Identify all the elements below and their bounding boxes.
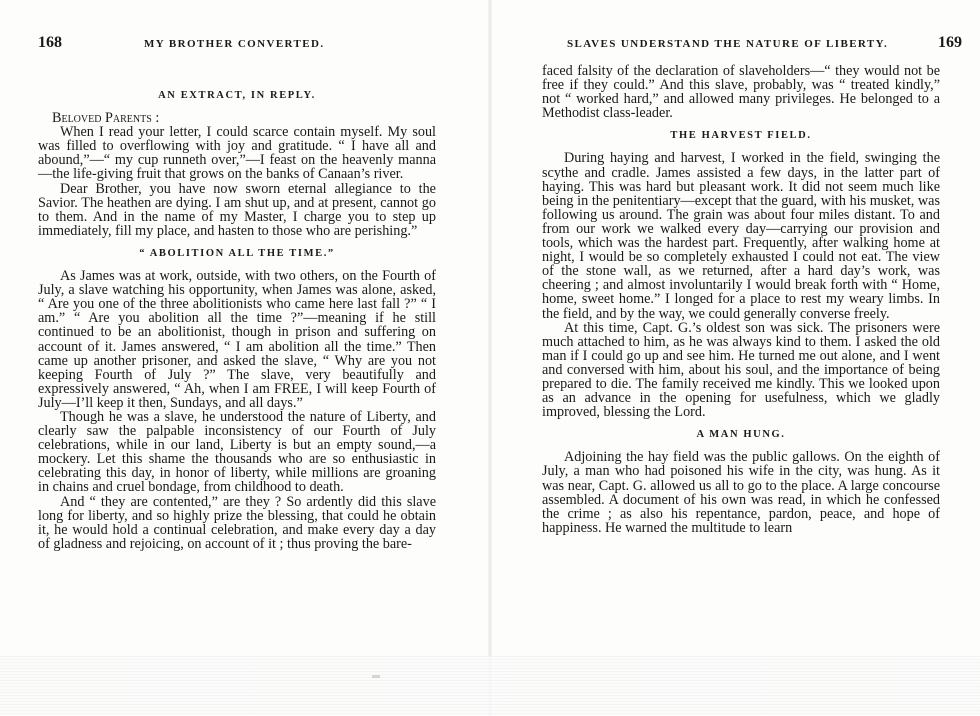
left-running-title: MY BROTHER CONVERTED. xyxy=(144,38,325,50)
abolition-paragraph-3: And “ they are contented,” are they ? So ardently did this slave long for liberty, and so highly prize the blessing, that could he obtain it, he would hold a continual celebration, and make every day a day of gladness and rejoicing, on account of it ; thus proving the bare- xyxy=(38,493,436,552)
right-page xyxy=(490,0,980,716)
right-running-title: SLAVES UNDERSTAND THE NATURE OF LIBERTY. xyxy=(567,38,889,50)
extract-heading: AN EXTRACT, IN REPLY. xyxy=(158,90,316,101)
scan-artifact-band xyxy=(0,656,980,716)
right-running-head xyxy=(567,36,962,56)
abolition-paragraph-2: Though he was a slave, he understood the nature of Liberty, and clearly saw the palpable inconsistency of our Fourth of July celebrations, while in our land, Liberty is but an empty sound,—a mockery. Let this shame the thousands who are so enthusiastic in celebrating this day, in honor of liberty, while millions are groaning in chains and cruel bondage, from childhood to death. xyxy=(38,408,436,496)
harvest-paragraph-1: During haying and harvest, I worked in the field, swinging the scythe and cradle. James assisted a few days, in the latter part of haying. This was hard but pleasant work. It did not seem much like being in the penitentiary—except that the guard, with his musket, was following us around. The grain was about four miles distant. To and from our work we walked every day—carrying our provision and tools, which was the hardest part. Frequently, after walking home at night, I would be so completely exhausted I could not eat. The view of the stone wall, as we returned, after a hard day’s work, was cheering ; and almost involuntarily I would break forth with “ Home, home, sweet home.” I longed for a place to rest my weary limbs. In the field, and by the way, we could generally converse freely. xyxy=(542,150,940,322)
letter-paragraph-1: When I read your letter, I could scarce contain myself. My soul was filled to overflowing with joy and gratitude. “ I have all and abound,”—“ my cup runneth over,”—I feast on the heavenly manna—the life-giving fruit that grows on the banks of Canaan’s river. xyxy=(38,124,436,183)
letter-paragraph-2: Dear Brother, you have now sworn eternal allegiance to the Savior. The heathen are dying. I am shut up, and at present, cannot go to them. And in the name of my Master, I charge you to step up immediately, fill my place, and hasten to those who are perishing.” xyxy=(38,180,436,239)
harvest-heading: THE HARVEST FIELD. xyxy=(670,130,812,142)
salutation: Beloved Parents : xyxy=(52,110,160,127)
left-column xyxy=(38,80,436,551)
abolition-paragraph-1: As James was at work, outside, with two others, on the Fourth of July, a slave watching his opportunity, when James was alone, asked, “ Are you one of the three abolitionists who came here last fall ?” “ I am.” “ Are you abolition all the time ?”—meaning if he still continued to be an abolitionist, though in prison and suffering on account of it. James answered, “ I am abolition all the time.” Then came up another prisoner, and asked the slave, “ Why are you not keeping Fourth of July ?” The slave, very beautifully and expressively answered, “ Ah, when I am FREE, I will keep Fourth of July—I’ll keep it then, Sundays, and all days.” xyxy=(38,268,436,411)
man-hung-heading: A MAN HUNG. xyxy=(696,429,786,441)
man-hung-paragraph: Adjoining the hay field was the public gallows. On the eighth of July, a man who had poisoned his wife in the city, was hung. As it was near, Capt. G. allowed us all to go to the place. A large concourse assembled. A document of his own was read, in which he confessed the crime ; as also his repentance, pardon, peace, and hope of happiness. He warned the multitude to learn xyxy=(542,449,940,536)
left-page-number: 168 xyxy=(38,34,62,51)
abolition-heading: “ ABOLITION ALL THE TIME.” xyxy=(139,247,335,259)
right-column xyxy=(542,64,940,535)
right-page-number: 169 xyxy=(938,34,962,51)
harvest-paragraph-2: At this time, Capt. G.’s oldest son was sick. The prisoners were much attached to him, as he was always kind to them. I asked the old man if I could go up and see him. He turned me out alone, and I went and conversed with him, about his soul, and the importance of being prepared to die. The family received me kindly. This we looked upon as an advance in the opening for usefulness, which we gladly improved, blessing the Lord. xyxy=(542,319,940,421)
left-running-head xyxy=(38,36,438,56)
continued-paragraph: faced falsity of the declaration of slaveholders—“ they would not be free if they could.” And this slave, probably, was “ treated kindly,” not “ worked hard,” and allowed many privileges. He belonged to a Methodist class-leader. xyxy=(542,63,940,122)
